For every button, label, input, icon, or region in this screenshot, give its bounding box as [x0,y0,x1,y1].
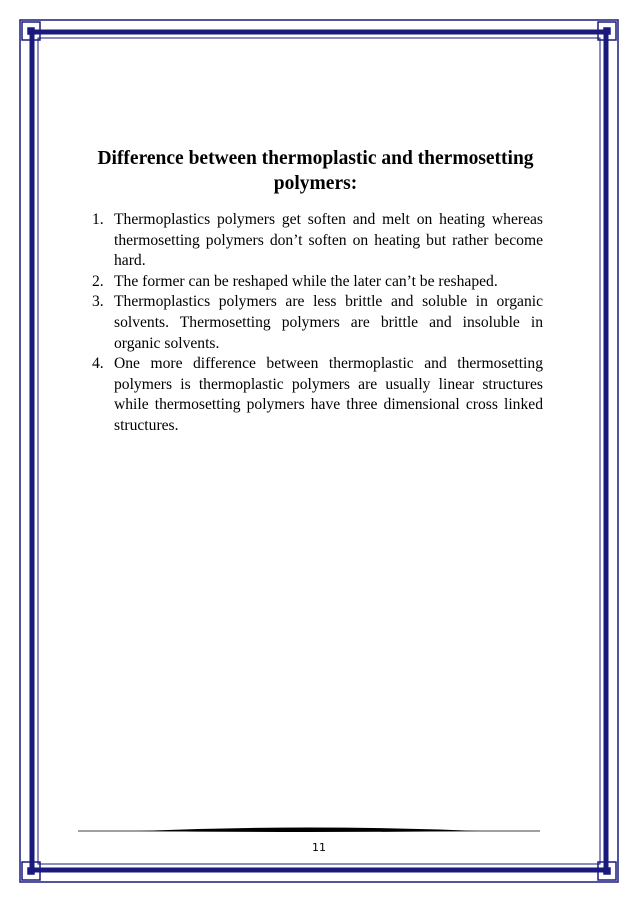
list-item-text: Thermoplastics polymers get soften and melt on heating whereas thermosetting polymers don’t soften on heating but rather become hard. [114,211,543,270]
footer-divider [78,820,540,836]
document-heading: Difference between thermoplastic and thermosetting polymers: [97,148,534,194]
document-body [88,146,543,437]
page-number: 11 [312,841,326,854]
list-item [88,272,543,293]
list-item-text: Thermoplastics polymers are less brittle and soluble in organic solvents. Thermosetting polymers are brittle and insoluble in organic solvents. [114,293,543,352]
difference-list [88,210,543,437]
list-item-number: 4. [92,355,104,373]
list-item [88,292,543,354]
list-item-text: One more difference between thermoplastic and thermosetting polymers is thermoplastic polymers are usually linear structures while thermosetting polymers have three dimensional cross linked structures. [114,355,543,434]
list-item [88,210,543,272]
list-item-number: 1. [92,211,104,228]
list-item [88,354,543,436]
list-item-number: 3. [92,293,104,311]
list-item-number: 2. [92,272,104,290]
list-item-text: The former can be reshaped while the later can’t be reshaped. [114,272,498,290]
